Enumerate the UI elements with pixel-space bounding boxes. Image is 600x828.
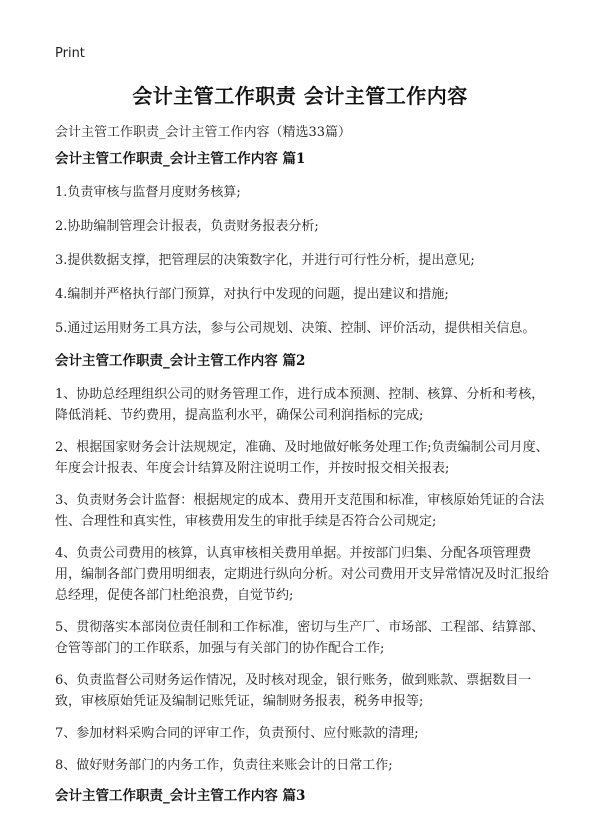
paragraph: 5、贯彻落实本部岗位责任制和工作标准，密切与生产厂、市场部、工程部、结算部、仓管等部门的工作联系，加强与有关部门的协作配合工作; (55, 620, 545, 656)
paragraph: 1、协助总经理组织公司的财务管理工作，进行成本预测、控制、核算、分析和考核，降低消耗、节约费用，提高监利水平，确保公司利润指标的完成; (55, 387, 545, 423)
paragraph: 1.负责审核与监督月度财务核算; (55, 185, 241, 200)
paragraph: 2.协助编制管理会计报表，负责财务报表分析; (55, 219, 319, 234)
section-3 (55, 787, 555, 805)
paragraph: 7、参加材料采购合同的评审工作，负责预付、应付账款的清理; (55, 726, 419, 741)
paragraph: 5.通过运用财务工具方法，参与公司规划、决策、控制、评价活动，提供相关信息。 (55, 321, 536, 336)
paragraph: 2、根据国家财务会计法规规定，准确、及时地做好帐务处理工作;负责编制公司月度、年度会计报表、年度会计结算及附注说明工作，并按时报交相关报表; (55, 440, 549, 476)
paragraph: 4、负责公司费用的核算，认真审核相关费用单据。并按部门归集、分配各项管理费用，编制各部门费用明细表，定期进行纵向分析。对公司费用开支异常情况及时汇报给总经理，促使各部门杜绝浪费，自觉节约; (55, 546, 550, 603)
paragraph: 3、负责财务会计监督：根据规定的成本、费用开支范围和标准，审核原始凭证的合法性、合理性和真实性，审核费用发生的审批手续是否符合公司规定; (55, 493, 545, 529)
section-heading: 会计主管工作职责_会计主管工作内容 篇1 (55, 151, 306, 167)
paragraph: 6、负责监督公司财务运作情况，及时核对现金，银行账务，做到账款、票据数目一致，审核原始凭证及编制记账凭证，编制财务报表，税务申报等; (55, 673, 532, 709)
paragraph: 8、做好财务部门的内务工作，负责往来账会计的日常工作; (55, 758, 393, 773)
page-title: 会计主管工作职责 会计主管工作内容 (132, 84, 468, 108)
document-body (55, 150, 555, 819)
section-heading: 会计主管工作职责_会计主管工作内容 篇2 (55, 353, 306, 369)
section-heading: 会计主管工作职责_会计主管工作内容 篇3 (55, 788, 306, 804)
section-1 (55, 150, 555, 340)
paragraph: 4.编制并严格执行部门预算，对执行中发现的问题，提出建议和措施; (55, 287, 449, 302)
paragraph: 3.提供数据支撑，把管理层的决策数字化，并进行可行性分析，提出意见; (55, 253, 475, 268)
print-link[interactable]: Print (55, 46, 85, 61)
document-subtitle: 会计主管工作职责_会计主管工作内容（精选33篇） (55, 125, 352, 140)
section-2 (55, 352, 555, 776)
